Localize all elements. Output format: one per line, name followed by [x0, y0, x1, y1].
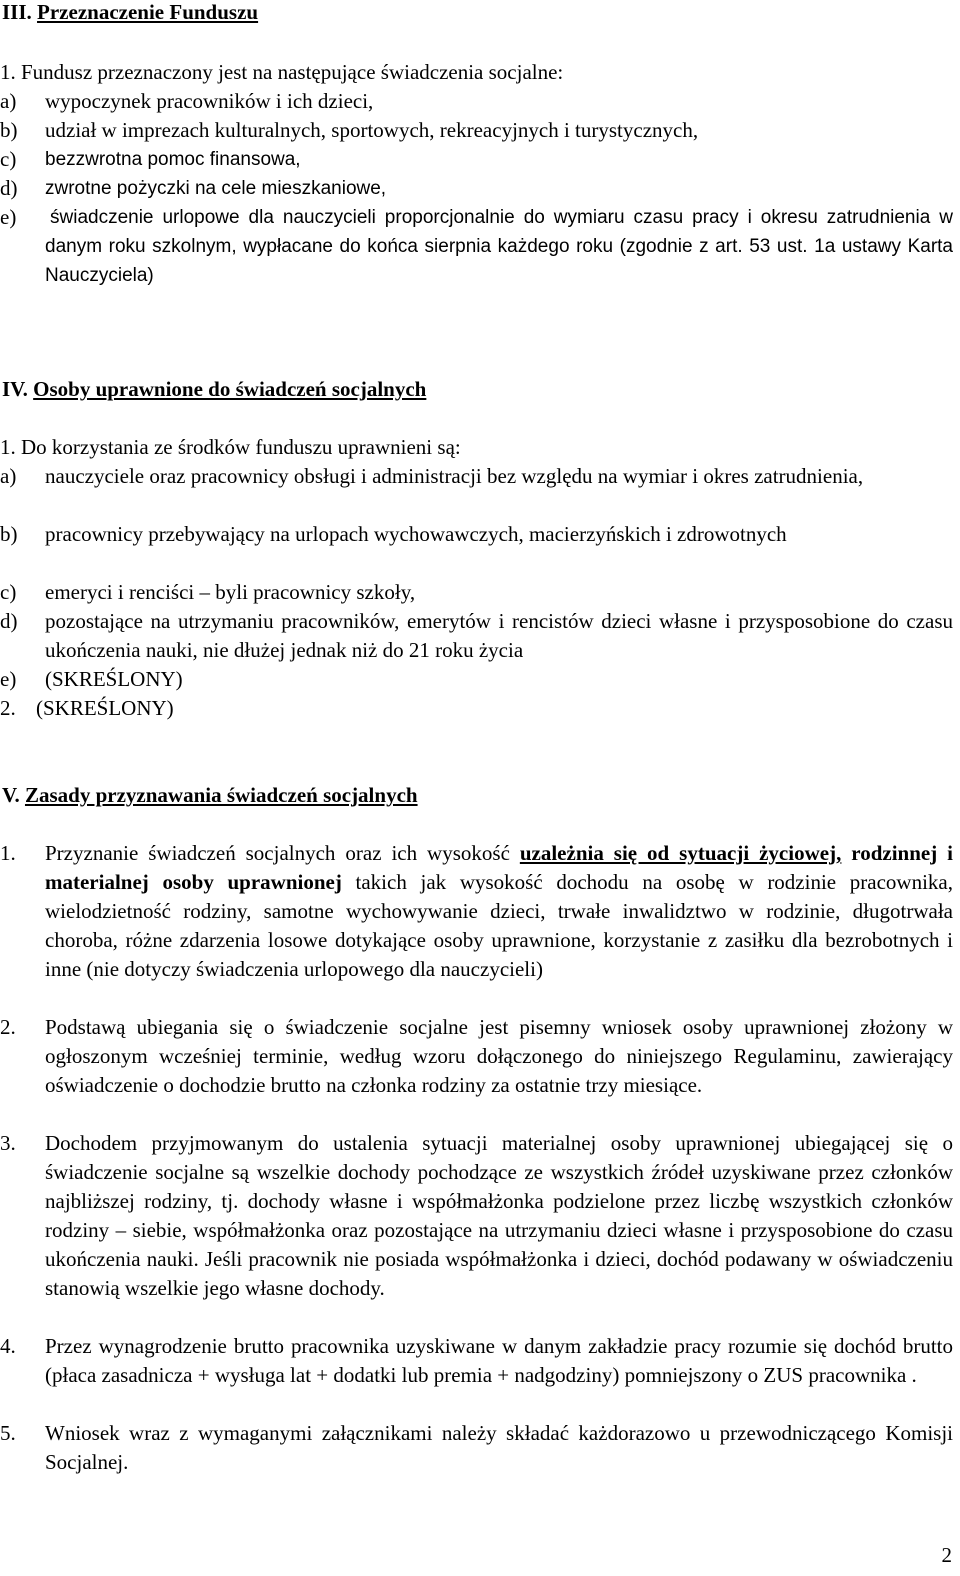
point-number: 1.	[0, 60, 16, 84]
section-3-number: III.	[2, 0, 32, 24]
section-4-number: IV.	[2, 377, 28, 401]
list-text: wypoczynek pracowników i ich dzieci,	[45, 89, 374, 113]
point-text: Wniosek wraz z wymaganymi załącznikami należy składać każdorazowo u przewodniczącego Komisji Socjalnej.	[45, 1421, 953, 1474]
list-text: udział w imprezach kulturalnych, sportowych, rekreacyjnych i turystycznych,	[45, 118, 699, 142]
list-letter: e)	[0, 205, 17, 229]
point-number: 3.	[0, 1131, 16, 1155]
list-item	[0, 607, 953, 665]
section-4-heading	[2, 375, 426, 404]
list-item	[0, 145, 953, 174]
list-letter: e)	[0, 667, 17, 691]
section-5-point-3	[0, 1129, 953, 1303]
point-text-bold: rodzinnej i materialnej osoby uprawnionej	[45, 841, 953, 894]
list-item	[0, 174, 953, 203]
list-item	[0, 665, 953, 694]
section-3-title: Przeznaczenie Funduszu	[37, 0, 259, 24]
section-4-point-2	[0, 694, 953, 723]
point-text: (SKREŚLONY)	[36, 696, 174, 720]
point-text: Podstawą ubiegania się o świadczenie socjalne jest pisemny wniosek osoby uprawnionej złożony w ogłoszonym wcześniej terminie, według wzoru dołączonego do niniejszego Regulaminu, zawierający oświadczenie o dochodzie brutto na członka rodziny za ostatnie trzy miesiące.	[45, 1015, 953, 1097]
list-text: bezzwrotna pomoc finansowa,	[45, 149, 301, 170]
point-number: 5.	[0, 1421, 16, 1445]
list-text: zwrotne pożyczki na cele mieszkaniowe,	[45, 178, 387, 199]
point-text-emphasis: uzależnia się od sytuacji życiowej,	[519, 841, 842, 865]
list-letter: b)	[0, 118, 18, 142]
point-intro: Fundusz przeznaczony jest na następujące świadczenia socjalne:	[21, 60, 564, 84]
list-letter: b)	[0, 522, 18, 546]
page-number: 2	[941, 1543, 952, 1567]
list-item	[0, 203, 953, 290]
point-text: Przez wynagrodzenie brutto pracownika uzyskiwane w danym zakładzie pracy rozumie się dochód brutto (płaca zasadnicza + wysługa lat + dodatki lub premia + nadgodziny) pomniejszony o ZUS pracownika .	[45, 1334, 953, 1387]
list-item	[0, 462, 953, 491]
point-number: 2.	[0, 1015, 16, 1039]
list-letter: a)	[0, 89, 17, 113]
list-letter: c)	[0, 147, 17, 171]
section-5-heading	[2, 781, 418, 810]
section-3-heading	[2, 0, 258, 27]
list-letter: a)	[0, 464, 17, 488]
point-number: 1.	[0, 435, 16, 459]
list-item	[0, 520, 953, 549]
point-text-a: Przyznanie świadczeń socjalnych oraz ich wysokość	[45, 841, 520, 865]
section-5-point-5	[0, 1419, 953, 1477]
point-number: 1.	[0, 841, 16, 865]
list-text: (SKREŚLONY)	[45, 667, 183, 691]
list-letter: d)	[0, 176, 18, 200]
section-5-point-4	[0, 1332, 953, 1390]
list-item	[0, 578, 953, 607]
point-text-b: takich jak wysokość dochodu na osobę w rodzinie pracownika, wielodzietność rodziny, samotne wychowywanie dzieci, trwałe inwalidztwo w rodzinie, długotrwała choroba, różne zdarzenia losowe dotykające osoby uprawnione, korzystanie z zasiłku dla bezrobotnych i inne (nie dotyczy świadczenia urlopowego dla nauczycieli)	[45, 870, 953, 981]
section-5-number: V.	[2, 783, 20, 807]
section-5-title: Zasady przyznawania świadczeń socjalnych	[24, 783, 418, 807]
section-3-point-1	[0, 58, 563, 87]
list-letter: d)	[0, 609, 18, 633]
section-4-title: Osoby uprawnione do świadczeń socjalnych	[33, 377, 427, 401]
list-text: nauczyciele oraz pracownicy obsługi i administracji bez względu na wymiar i okres zatrudnienia,	[45, 464, 864, 488]
point-intro: Do korzystania ze środków funduszu uprawnieni są:	[21, 435, 461, 459]
list-text: świadczenie urlopowe dla nauczycieli proporcjonalnie do wymiaru czasu pracy i okresu zatrudnienia w danym roku szkolnym, wypłacane do końca sierpnia każdego roku (zgodnie z art. 53 ust. 1a ustawy Karta Nauczyciela)	[45, 207, 953, 286]
point-number: 4.	[0, 1334, 16, 1358]
list-text: pracownicy przebywający na urlopach wychowawczych, macierzyńskich i zdrowotnych	[45, 522, 787, 546]
list-item	[0, 116, 953, 145]
section-5-point-1	[0, 839, 953, 984]
section-5-point-2	[0, 1013, 953, 1100]
point-text: Dochodem przyjmowanym do ustalenia sytuacji materialnej osoby uprawnionej ubiegającej się o świadczenie socjalne są wszelkie dochody pochodzące ze wszystkich źródeł uzyskiwane przez członków najbliższej rodziny, tj. dochody własne i współmałżonka podzielone przez liczbę wszystkich członków rodziny – siebie, współmałżonka oraz pozostające na utrzymaniu dzieci własne i przysposobione do czasu ukończenia nauki. Jeśli pracownik nie posiada współmałżonka i dzieci, dochód podawany w oświadczeniu stanowią wszelkie jego własne dochody.	[45, 1131, 953, 1300]
section-4-point-1	[0, 433, 461, 462]
list-item	[0, 87, 953, 116]
point-number: 2.	[0, 696, 16, 720]
list-letter: c)	[0, 580, 17, 604]
list-text: pozostające na utrzymaniu pracowników, emerytów i rencistów dzieci własne i przysposobione do czasu ukończenia nauki, nie dłużej jednak niż do 21 roku życia	[45, 609, 953, 662]
list-text: emeryci i renciści – byli pracownicy szkoły,	[45, 580, 416, 604]
